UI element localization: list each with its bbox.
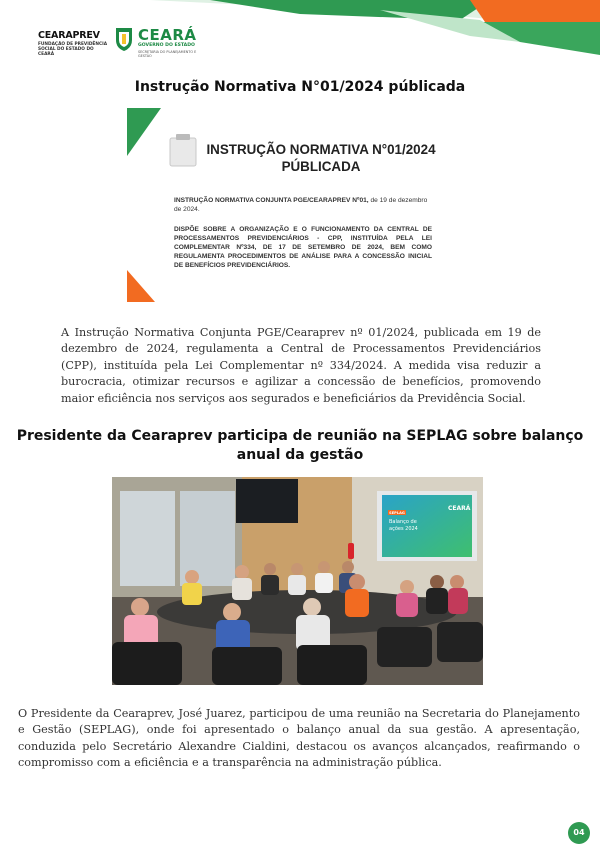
ceara-name: CEARÁ <box>138 26 197 44</box>
screen-tag: SEPLAG <box>389 511 405 515</box>
article2-body: O Presidente da Cearaprev, José Juarez, participou de uma reunião na Secretaria do Planejamento e Gestão (SEPLAG), onde foi apresentado o balanço anual da sua gestão. A apresentação, conduzida pelo Secretário Alexandre Cialdini, destacou os avanços alcançados, reafirmando o compromisso com a eficiência e a transparência na administração pública. <box>18 707 580 770</box>
banner-heading: INSTRUÇÃO NORMATIVA N°01/2024 PÚBLICADA <box>206 142 436 174</box>
cearaprev-logo <box>38 30 108 57</box>
ceara-government-logo <box>114 26 214 58</box>
cearaprev-subtitle: FUNDAÇÃO DE PREVIDÊNCIA SOCIAL DO ESTADO DO CEARÁ <box>38 42 108 57</box>
article1-body: A Instrução Normativa Conjunta PGE/Cearaprev nº 01/2024, publicada em 19 de dezembro de 2024, regulamenta a Central de Processamentos Previdenciários (CPP), instituída pela Lei Complementar nº 334/2024. A medida visa reduzir a burocracia, otimizar recursos e agilizar a concessão de benefícios, promovendo maior eficiência nos serviços aos segurados e beneficiários da Previdência Social. <box>61 326 541 405</box>
page-number-badge: 04 <box>568 822 590 844</box>
banner-summary: DISPÕE SOBRE A ORGANIZAÇÃO E O FUNCIONAMENTO DA CENTRAL DE PROCESSAMENTOS PREVIDENCIÁRIOS - CPP, INSTITUÍDA PELA LEI COMPLEMENTAR Nº334, DE 17 DE SETEMBRO DE 2024, BEM COMO REGULAMENTA PROCEDIMENTOS DE ANÁLISE PARA A CONCESSÃO INICIAL DE BENEFÍCIOS PREVIDENCIÁRIOS. <box>174 226 432 269</box>
article2-title: Presidente da Cearaprev participa de reunião na SEPLAG sobre balanço anual da gestão <box>16 428 584 463</box>
article1-banner <box>127 108 450 302</box>
banner-reference <box>174 196 432 214</box>
article1-title: Instrução Normativa N°01/2024 públicada <box>134 79 466 95</box>
ceara-secretaria: SECRETARIA DO PLANEJAMENTO E GESTÃO <box>138 50 197 58</box>
cearaprev-name: CEARAPREV <box>38 30 100 41</box>
screen-logo: CEARÁ <box>448 505 471 512</box>
ceara-subtitle: GOVERNO DO ESTADO <box>138 43 195 48</box>
banner-reference-bold: INSTRUÇÃO NORMATIVA CONJUNTA PGE/CEARAPREV Nº01, <box>174 197 369 204</box>
ceara-shield-icon <box>114 26 134 52</box>
meeting-photo <box>112 477 483 685</box>
screen-line2: ações 2024 <box>389 526 418 532</box>
screen-line1: Balanço de <box>389 519 417 525</box>
banner-reference-date: de 19 de dezembro de 2024. <box>174 197 428 213</box>
meeting-photo-illustration <box>112 477 483 685</box>
